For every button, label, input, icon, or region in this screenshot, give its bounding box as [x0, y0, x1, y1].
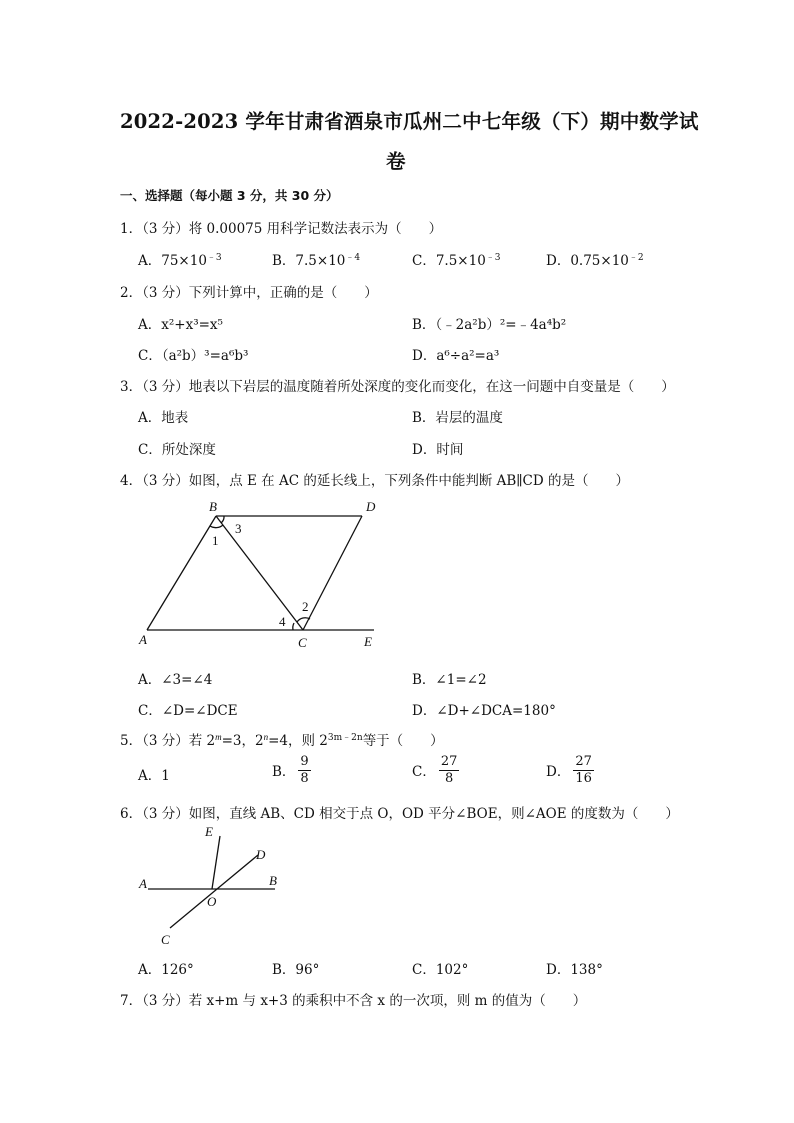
question-3-option-a[interactable]: A．地表 [138, 410, 189, 426]
question-4-option-b[interactable]: B．∠1=∠2 [412, 672, 487, 688]
line-cd [170, 855, 258, 928]
question-1-stem: 1．（3 分）将 0.00075 用科学记数法表示为（ ） [120, 221, 443, 237]
question-4-option-d[interactable]: D．∠D+∠DCA=180° [412, 703, 556, 719]
question-2-option-b[interactable]: B．（﹣2a²b）²=﹣4a⁴b² [412, 317, 567, 333]
question-2-option-a[interactable]: A．x²+x³=x⁵ [138, 317, 223, 333]
question-1-option-a[interactable]: A．$75\times 10^{﹣3}$ [138, 253, 222, 269]
section-heading: 一、选择题（每小题 3 分，共 30 分） [120, 188, 339, 203]
question-3-stem: 3．（3 分）地表以下岩层的温度随着所处深度的变化而变化，在这一问题中自变量是（ ） [120, 379, 675, 395]
ray-oe [212, 836, 220, 889]
question-2-stem: 2．（3 分）下列计算中，正确的是（ ） [120, 285, 378, 301]
label-a: A [139, 632, 147, 647]
question-6-option-c[interactable]: C．102° [412, 962, 469, 978]
question-5-option-d[interactable]: D． $\frac{27}{16}$ [546, 754, 592, 786]
label-d: D [256, 847, 266, 862]
label-c: C [161, 932, 170, 947]
question-1-option-d[interactable]: D．$0.75\times 10^{﹣2}$ [546, 253, 644, 269]
label-angle-1: 1 [212, 533, 219, 548]
angle-4-arc [293, 623, 294, 630]
question-5-option-c[interactable]: C． $\frac{27}{8}$ [412, 754, 458, 786]
question-2-option-d[interactable]: D．a⁶÷a²=a³ [412, 348, 500, 364]
label-angle-4: 4 [279, 614, 286, 629]
question-4-figure [130, 495, 390, 655]
question-7-stem: 7．（3 分）若 x+m 与 x+3 的乘积中不含 x 的一次项，则 m 的值为（ ） [120, 993, 587, 1009]
label-o: O [207, 894, 217, 909]
question-2-option-c[interactable]: C．（a²b）³=a⁶b³ [138, 348, 249, 364]
label-b: B [269, 873, 277, 888]
angle-1-arc [210, 525, 223, 528]
question-5-option-a[interactable]: A．1 [138, 768, 170, 784]
question-6-option-d[interactable]: D．138° [546, 962, 603, 978]
question-1-option-b[interactable]: B．$7.5\times 10^{﹣4}$ [272, 253, 361, 269]
label-c: C [298, 635, 307, 650]
question-6-option-b[interactable]: B．96° [272, 962, 320, 978]
question-4-option-a[interactable]: A．∠3=∠4 [138, 672, 213, 688]
label-angle-2: 2 [302, 599, 309, 614]
label-angle-3: 3 [235, 521, 242, 536]
label-d: D [366, 499, 376, 514]
question-5-option-b[interactable]: B． $\frac{9}{8}$ [272, 754, 309, 786]
question-6-option-a[interactable]: A．126° [138, 962, 194, 978]
angle-3-arc [221, 516, 224, 523]
label-b: B [209, 499, 217, 514]
page-title-line1: 2022-2023 学年甘肃省酒泉市瓜州二中七年级（下）期中数学试 [120, 110, 699, 133]
segment-ba [147, 516, 216, 630]
label-a: A [139, 876, 147, 891]
question-6-figure [130, 822, 290, 952]
segment-dc [303, 516, 362, 630]
question-1-option-c[interactable]: C．$7.5\times 10^{﹣3}$ [412, 253, 501, 269]
label-e: E [205, 824, 213, 839]
question-6-stem: 6．（3 分）如图，直线 AB、CD 相交于点 O，OD 平分∠BOE，则∠AOE 的度数为（ ） [120, 806, 679, 822]
segment-bc [216, 516, 303, 630]
question-5-stem: 5．（3 分）若 $2^m=3$，$2^n=4$，则 $2^{3m﹣2n}$等于（ ） [120, 732, 444, 749]
label-e: E [364, 634, 372, 649]
question-3-option-d[interactable]: D．时间 [412, 442, 464, 458]
question-3-option-b[interactable]: B．岩层的温度 [412, 410, 503, 426]
question-4-stem: 4．（3 分）如图，点 E 在 AC 的延长线上，下列条件中能判断 AB∥CD 的是（ ） [120, 473, 629, 489]
question-4-option-c[interactable]: C．∠D=∠DCE [138, 703, 238, 719]
question-3-option-c[interactable]: C．所处深度 [138, 442, 216, 458]
page-title-line2: 卷 [386, 150, 406, 173]
